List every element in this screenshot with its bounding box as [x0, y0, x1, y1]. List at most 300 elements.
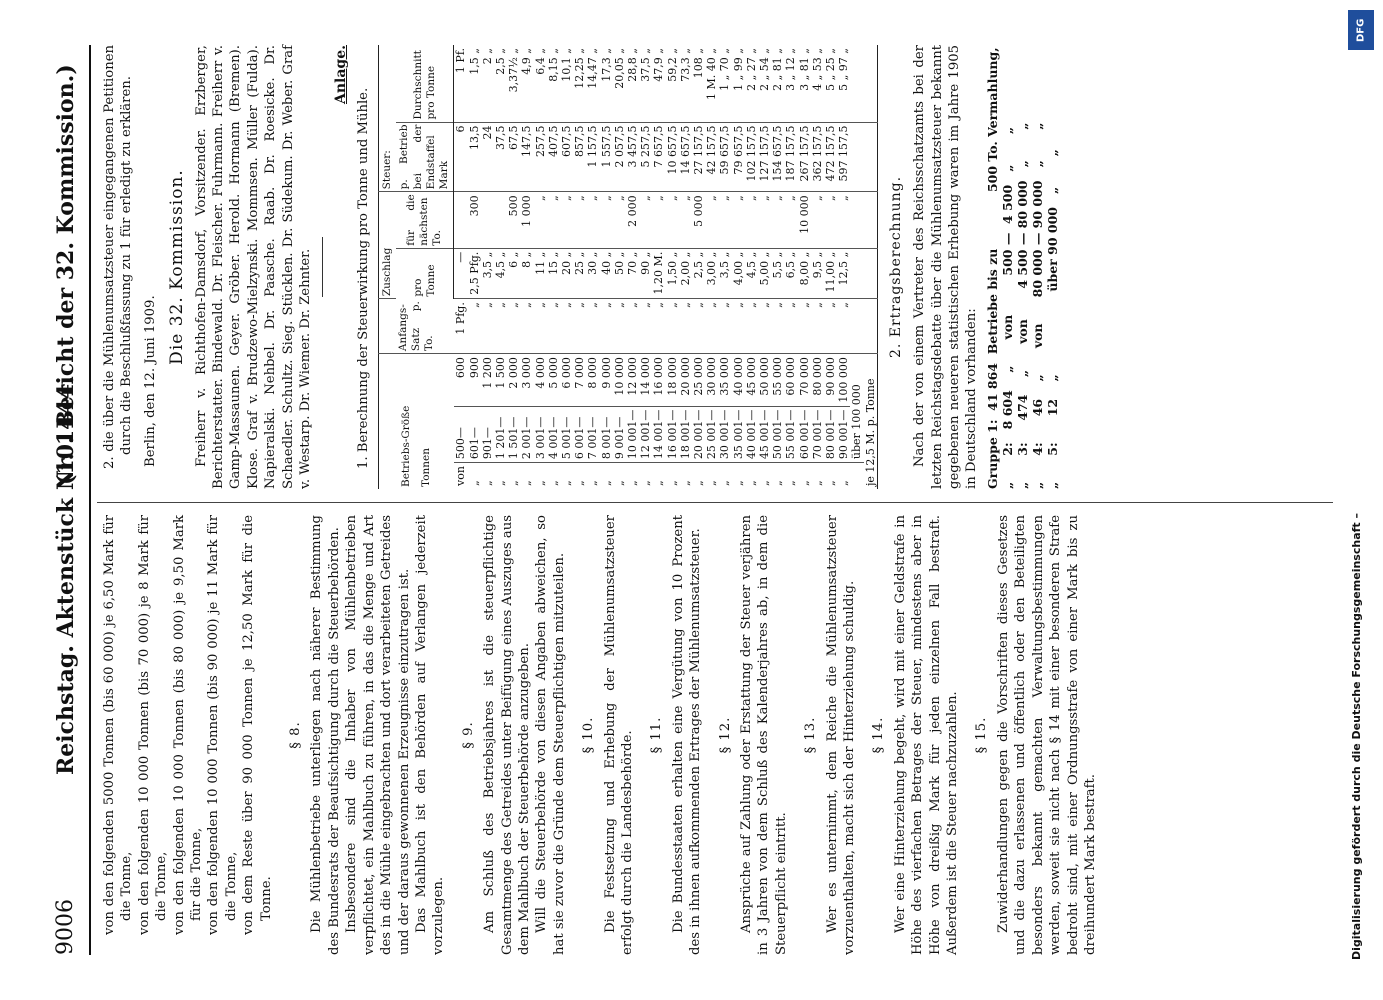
table-cell: „	[600, 192, 613, 248]
table-cell: „	[824, 192, 837, 248]
table-cell: 80 000	[811, 354, 824, 407]
left-column	[101, 515, 1099, 955]
table-cell: 16 000	[652, 354, 665, 407]
tax-table	[378, 45, 878, 489]
calc-title: 1. Berechnung der Steuerwirkung pro Tonne und Mühle.	[355, 87, 371, 469]
table-cell: 3,37½ „	[507, 45, 520, 122]
table-cell: 600	[454, 354, 468, 407]
table-cell: 3 000	[520, 354, 533, 407]
table-cell: 20 „	[560, 248, 573, 298]
section-heading: § 9.	[460, 721, 476, 749]
table-cell: „	[639, 299, 652, 354]
table-cell: 1,20 M.	[652, 248, 665, 298]
table-cell: 472 157,5	[824, 122, 837, 192]
table-cell: 6 000	[560, 354, 573, 407]
section-heading: § 14.	[871, 716, 887, 754]
table-row	[692, 45, 705, 489]
table-cell: „	[639, 480, 653, 486]
table-cell: 28,8 „	[626, 45, 639, 122]
table-cell: 147,5	[520, 122, 533, 192]
right-column	[101, 45, 1060, 489]
table-cell: 6,4 „	[534, 45, 547, 122]
table-cell: 5,5 „	[771, 248, 784, 298]
table-row	[560, 45, 573, 489]
table-cell: 4 001—	[547, 406, 560, 463]
running-title-right: (10. Bericht der 32. Kommission.)	[53, 64, 79, 485]
group-line: „ 5: 12 „ über 90 000 „ „	[1044, 149, 1060, 489]
table-cell: „	[481, 299, 494, 354]
table-cell: 9 001—	[613, 406, 626, 463]
table-cell	[481, 192, 494, 248]
table-row	[481, 45, 494, 489]
col-header-steuer: Steuer:	[379, 45, 397, 192]
section-heading: § 11.	[649, 716, 665, 754]
paragraph: Insbesondere sind die Inhaber von Mühlenbetrieben verpflichtet, ein Mahlbuch zu führen, in das die Menge und Art des in die Mühle eingebrachten und dort verarbeiteten Getreides und der daraus gewonnenen Erzeugnisse einzutragen ist.	[344, 515, 412, 955]
table-cell: 14 657,5	[679, 122, 692, 192]
table-cell	[454, 192, 468, 248]
paragraph: Will die Steuerbehörde von diesen Angaben abweichen, so hat sie zuvor die Gründe dem Steuerpflichtigen mitzuteilen.	[534, 515, 567, 955]
document-page	[45, 45, 1335, 955]
table-cell: „	[507, 299, 520, 354]
group-line: „ 3: 474 „ von 4 500 — 80 000 „ „	[1014, 122, 1030, 489]
table-cell: 1 M. 40 „	[705, 45, 718, 122]
table-cell: „	[811, 192, 824, 248]
table-cell: „	[771, 299, 784, 354]
table-cell: 79 657,5	[732, 122, 745, 192]
table-cell: „	[705, 299, 718, 354]
table-cell: 2,00 „	[679, 248, 692, 298]
table-cell: 1 Pf.	[454, 45, 468, 122]
section-heading: § 13.	[803, 716, 819, 754]
paragraph: Am Schluß des Betriebsjahres ist die steuerpflichtige Gesamtmenge des Getreides unter Beifügung eines Auszuges aus dem Mahlbuch der Steuerbehörde anzugeben.	[482, 515, 532, 955]
table-cell: „	[837, 299, 850, 354]
table-cell: „	[811, 299, 824, 354]
section-heading: § 12.	[717, 716, 733, 754]
table-cell: 12,25 „	[573, 45, 586, 122]
table-cell: „	[534, 192, 547, 248]
table-cell: „	[718, 192, 731, 248]
table-row	[534, 45, 547, 489]
table-cell: „	[626, 299, 639, 354]
table-cell: „	[745, 192, 758, 248]
table-cell: „	[692, 299, 705, 354]
table-cell: 20 000	[679, 354, 692, 407]
table-cell: 3 457,5	[626, 122, 639, 192]
table-cell: 127 157,5	[758, 122, 771, 192]
table-cell: —	[454, 248, 468, 298]
table-cell: „	[666, 192, 679, 248]
section-heading: § 10.	[581, 716, 597, 754]
table-cell: „	[547, 192, 560, 248]
table-cell: „	[559, 480, 573, 486]
table-cell: 40 „	[600, 248, 613, 298]
resolution-item: 2. die über die Mühlenumsatzsteuer eingegangenen Petitionen durch die Beschlußfassung zu 1 für erledigt zu erklären.	[102, 45, 135, 469]
col-header-zuschlag-pro: pro Tonne	[396, 248, 453, 298]
table-cell: 9 000	[600, 354, 613, 407]
table-cell: 14 001—	[652, 406, 665, 463]
table-cell: „	[600, 299, 613, 354]
table-cell: 1 557,5	[600, 122, 613, 192]
rate-line: von dem Reste über 90 000 Tonnen je 12,50 Mark für die Tonne.	[241, 515, 274, 935]
section-heading: § 8.	[288, 721, 304, 749]
table-cell: „	[771, 480, 785, 486]
table-row	[507, 45, 520, 489]
page-number: 9006	[53, 899, 78, 955]
rate-line: von den folgenden 10 000 Tonnen (bis 90 000) je 11 Mark für die Tonne,	[206, 515, 239, 935]
table-cell: „	[613, 192, 626, 248]
table-row	[850, 45, 863, 489]
table-cell: „	[560, 192, 573, 248]
table-cell: 6,5 „	[784, 248, 797, 298]
col-header-betrieb: Betriebs-Größe Tonnen	[400, 405, 432, 487]
table-cell: 9,5 „	[811, 248, 824, 298]
table-cell: 18 001—	[679, 406, 692, 463]
table-cell: 30 000	[705, 354, 718, 407]
table-cell: 5 „ 97 „	[837, 45, 850, 122]
dfg-logo: DFG	[1348, 10, 1374, 50]
table-row	[718, 45, 731, 489]
table-cell: 70 001—	[811, 406, 824, 463]
table-cell: 2 „	[481, 45, 494, 122]
table-cell: 8,00 „	[798, 248, 811, 298]
table-cell: 187 157,5	[784, 122, 797, 192]
column-divider	[97, 502, 1333, 503]
table-cell: 5 001—	[560, 406, 573, 463]
table-cell: „	[679, 299, 692, 354]
table-cell: „	[705, 192, 718, 248]
table-cell: „	[718, 299, 731, 354]
table-cell: 4,9 „	[520, 45, 533, 122]
table-cell: „	[678, 480, 692, 486]
place-date: Berlin, den 12. Juni 1909.	[142, 295, 158, 467]
table-cell: 3,5 „	[481, 248, 494, 298]
table-cell: „	[797, 480, 811, 486]
table-row	[666, 45, 679, 489]
paragraph: Die Mühlenbetriebe unterliegen nach näherer Bestimmung des Bundesrats der Beaufsichtigung durch die Steuerbehörden.	[309, 515, 342, 955]
table-cell: 55 000	[771, 354, 784, 407]
paragraph: Das Mahlbuch ist den Behörden auf Verlangen jederzeit vorzulegen.	[413, 515, 447, 955]
table-row	[639, 45, 652, 489]
table-row	[705, 45, 718, 489]
col-header-anfang: Anfangs-Satz p. To.	[379, 299, 454, 354]
table-cell: 2 „ 54 „	[758, 45, 771, 122]
table-cell: 12 000	[626, 354, 639, 407]
table-row	[679, 45, 692, 489]
paragraph: Wer es unternimmt, dem Reiche die Mühlenumsatzsteuer vorzuenthalten, macht sich der Hinterziehung schuldig.	[824, 515, 858, 955]
table-cell: 597 157,5	[837, 122, 850, 192]
table-cell: 16 001—	[666, 406, 679, 463]
table-cell: 20 001—	[692, 406, 705, 463]
table-cell: 20,05 „	[613, 45, 626, 122]
table-cell: „	[533, 480, 547, 486]
table-cell: 8 000	[586, 354, 599, 407]
digitization-stamp	[1340, 0, 1383, 1000]
table-cell: von	[454, 466, 468, 486]
table-cell: „	[837, 480, 851, 486]
table-cell: 15 „	[547, 248, 560, 298]
table-row	[811, 45, 824, 489]
table-cell: 4 „ 53 „	[811, 45, 824, 122]
rate-line: von den folgenden 10 000 Tonnen (bis 70 000) je 8 Mark für die Tonne,	[136, 515, 170, 935]
table-row	[824, 45, 837, 489]
table-cell: 601—	[468, 406, 481, 463]
table-cell: „	[732, 192, 745, 248]
table-cell: 3 „ 81 „	[798, 45, 811, 122]
table-row	[798, 45, 811, 489]
table-row	[547, 45, 560, 489]
table-cell: „	[824, 299, 837, 354]
table-cell: 73,3 „	[679, 45, 692, 122]
table-cell: 857,5	[573, 122, 586, 192]
table-cell: 607,5	[560, 122, 573, 192]
table-cell: 300	[468, 192, 481, 248]
table-cell: „	[480, 480, 494, 486]
table-cell: 3,5 „	[718, 248, 731, 298]
table-cell: 13,5	[468, 122, 481, 192]
table-cell: „	[573, 299, 586, 354]
table-cell: 10 000	[613, 354, 626, 407]
col-header-steuer-durch: Durchschnitt pro Tonne	[396, 45, 453, 122]
table-cell: 70 000	[798, 354, 811, 407]
table-cell: 257,5	[534, 122, 547, 192]
table-cell: 50 „	[613, 248, 626, 298]
table-cell: 25 „	[573, 248, 586, 298]
table-cell: „	[546, 480, 560, 486]
table-cell: 500—	[454, 406, 468, 463]
table-cell	[494, 192, 507, 248]
table-cell: 407,5	[547, 122, 560, 192]
table-cell: 154 657,5	[771, 122, 784, 192]
table-cell: „	[665, 480, 679, 486]
table-row	[586, 45, 599, 489]
table-cell: „	[507, 480, 521, 486]
table-cell: „	[784, 192, 797, 248]
table-cell: 901—	[481, 406, 494, 463]
table-cell: 2 001—	[520, 406, 533, 463]
table-row	[784, 45, 797, 489]
table-cell: 40 000	[732, 354, 745, 407]
table-cell: 90 001—	[837, 406, 850, 463]
ertrag-title: 2. Ertragsberechnung.	[887, 175, 904, 359]
table-cell: 2,5 „	[494, 45, 507, 122]
table-cell: 35 001—	[732, 406, 745, 463]
table-cell: 6	[454, 122, 468, 192]
ertrag-text: Nach der von einem Vertreter des Reichsschatzamts bei der letzten Reichstagsdebatte über die Mühlenumsatzsteuer bekannt gegebenen neueren statistischen Erhebung waren im Jahre 1905 in Deutschland vorhanden:	[912, 45, 980, 489]
table-cell: „	[625, 480, 639, 486]
table-cell: über 100 000	[850, 354, 863, 463]
table-cell: „	[771, 192, 784, 248]
table-cell: „	[547, 299, 560, 354]
commission-members: Freiherr v. Richthofen-Damsdorf, Vorsitzender. Erzberger, Berichterstatter. Bindewald. Dr. Fleischer. Fuhrmann. Freiherr v. Gamp-Massaunen. Geyer. Gröber. Herold. Hormann (Bremen). Klose. Graf v. Brudzewo-Mielzynski. Mommsen. Müller (Fulda). Napieralski. Nehbel. Dr. Paasche. Raab. Dr. Roesicke. Dr. Schaedler. Schultz. Sieg. Stücklen. Dr. Südekum. Dr. Weber. Graf v. Westarp. Dr. Wiemer. Dr. Zehnter.	[193, 45, 314, 489]
table-cell: 1 500	[494, 354, 507, 407]
table-cell: „	[534, 299, 547, 354]
table-cell: 40 001—	[745, 406, 758, 463]
table-row	[771, 45, 784, 489]
running-title-left: Reichstag. Aktenstück Nr. 1444.	[53, 376, 79, 775]
table-cell: „	[493, 480, 507, 486]
table-cell: 12 001—	[639, 406, 652, 463]
table-cell: „	[666, 299, 679, 354]
table-cell: „	[573, 192, 586, 248]
table-row	[454, 45, 468, 489]
table-cell: 900	[468, 354, 481, 407]
table-cell: 4,00 „	[732, 248, 745, 298]
table-cell: 1 201—	[494, 406, 507, 463]
table-cell: je 12,5 M. p. Tonne	[863, 378, 877, 486]
table-cell: 14,47 „	[586, 45, 599, 122]
table-cell: 5 000	[547, 354, 560, 407]
table-cell: 50 001—	[771, 406, 784, 463]
col-header-zuschlag-fix: für die nächsten To.	[396, 192, 453, 248]
table-cell: 8 001—	[600, 406, 613, 463]
table-cell: „	[560, 299, 573, 354]
table-cell: 70 „	[626, 248, 639, 298]
table-cell: „	[784, 480, 798, 486]
table-cell: 1 157,5	[586, 122, 599, 192]
col-header-steuer-betrieb: p. Betrieb bei der Endstaffel Mark	[396, 122, 453, 192]
table-cell: 1,50 „	[666, 248, 679, 298]
table-cell: 10 000	[798, 192, 811, 248]
rate-line: von den folgenden 5000 Tonnen (bis 60 000) je 6,50 Mark für die Tonne,	[102, 515, 135, 935]
commission-title: Die 32. Kommission.	[167, 169, 188, 365]
table-cell: 5 257,5	[639, 122, 652, 192]
table-cell: „	[652, 192, 665, 248]
paragraph: Ansprüche auf Zahlung oder Erstattung der Steuer verjähren in 3 Jahren von dem Schluß des Kalenderjahres ab, in dem die Steuerpflicht eintritt.	[739, 515, 789, 955]
table-cell: 37,5 „	[639, 45, 652, 122]
col-header-zuschlag: Zuschlag	[379, 192, 397, 299]
table-cell: 2 „ 27 „	[745, 45, 758, 122]
table-row	[837, 45, 850, 489]
table-cell: „	[679, 192, 692, 248]
table-cell: 18 000	[666, 354, 679, 407]
table-cell: „	[758, 192, 771, 248]
table-cell: 2 057,5	[613, 122, 626, 192]
paragraph: Die Festsetzung und Erhebung der Mühlenumsatzsteuer erfolgt durch die Landesbehörde.	[602, 515, 635, 955]
table-cell: 8 „	[520, 248, 533, 298]
table-cell: „	[823, 480, 837, 486]
table-row	[494, 45, 507, 489]
section-heading: § 15.	[974, 716, 990, 754]
table-cell: 500	[507, 192, 520, 248]
table-cell: „	[652, 299, 665, 354]
table-cell: 7 001—	[586, 406, 599, 463]
appendix-label: Anlage.	[333, 45, 350, 105]
table-cell: „	[784, 299, 797, 354]
table-cell: 25 001—	[705, 406, 718, 463]
table-row	[864, 45, 878, 489]
table-row	[613, 45, 626, 489]
table-cell: 102 157,5	[745, 122, 758, 192]
table-cell: „	[691, 480, 705, 486]
group-line: Gruppe 1: 41 864 Betriebe bis zu 500 To. Vermahlung,	[984, 47, 1000, 489]
table-cell: 5 „ 25 „	[824, 45, 837, 122]
table-cell: 267 157,5	[798, 122, 811, 192]
table-cell: 3 „ 12 „	[784, 45, 797, 122]
table-cell: 10 001—	[626, 406, 639, 463]
table-cell: „	[732, 299, 745, 354]
table-cell: 25 000	[692, 354, 705, 407]
table-cell: „	[798, 299, 811, 354]
table-row	[626, 45, 639, 489]
table-cell: 12,5 „	[837, 248, 850, 298]
table-cell: 108 „	[692, 45, 705, 122]
table-cell: „	[731, 480, 745, 486]
table-cell: 10 657,5	[666, 122, 679, 192]
table-cell: „	[744, 480, 758, 486]
tax-table-body	[454, 45, 851, 489]
table-cell: 6 „	[507, 248, 520, 298]
table-cell: „	[612, 480, 626, 486]
table-cell: „	[705, 480, 719, 486]
table-cell: 2 000	[626, 192, 639, 248]
table-row	[758, 45, 771, 489]
group-list	[985, 45, 1060, 489]
table-cell: 45 001—	[758, 406, 771, 463]
table-cell: 4,5 „	[494, 248, 507, 298]
table-cell: 1 Pfg.	[454, 299, 468, 354]
table-cell: 60 001—	[798, 406, 811, 463]
table-cell: 45 000	[745, 354, 758, 407]
table-cell: 6 001—	[573, 406, 586, 463]
stamp-text: Digitalisierung gefördert durch die Deutsche Forschungsgemeinschaft –	[1350, 513, 1363, 960]
table-cell: „	[810, 480, 824, 486]
table-cell: 42 157,5	[705, 122, 718, 192]
table-cell: 1 200	[481, 354, 494, 407]
page-header	[45, 45, 91, 955]
table-cell: 2,5 Pfg.	[468, 248, 481, 298]
table-cell: 50 000	[758, 354, 771, 407]
table-cell: 37,5	[494, 122, 507, 192]
table-cell: 1 000	[520, 192, 533, 248]
table-cell: „	[467, 480, 481, 486]
table-cell: 1 „ 70 „	[718, 45, 731, 122]
table-cell: 2,5 „	[692, 248, 705, 298]
table-cell: „	[745, 299, 758, 354]
table-cell: 11,00 „	[824, 248, 837, 298]
table-cell: „	[599, 480, 613, 486]
table-cell: „	[586, 480, 600, 486]
table-cell: „	[639, 192, 652, 248]
table-cell: 8,15 „	[547, 45, 560, 122]
table-cell: 3 001—	[534, 406, 547, 463]
table-cell: 24	[481, 122, 494, 192]
table-cell: 90 000	[824, 354, 837, 407]
rate-line: von den folgenden 10 000 Tonnen (bis 80 000) je 9,50 Mark für die Tonne,	[171, 515, 205, 935]
table-cell: „	[573, 480, 587, 486]
table-row	[520, 45, 533, 489]
table-cell: 27 157,5	[692, 122, 705, 192]
divider-rule	[322, 237, 323, 297]
table-cell: 5 000	[692, 192, 705, 248]
table-cell: „	[520, 480, 534, 486]
table-cell: 67,5	[507, 122, 520, 192]
table-cell: „	[520, 299, 533, 354]
table-cell: 30 „	[586, 248, 599, 298]
table-cell: 10,1 „	[560, 45, 573, 122]
table-cell: „	[613, 299, 626, 354]
table-cell: 80 001—	[824, 406, 837, 463]
table-cell: 11 „	[534, 248, 547, 298]
table-cell: 7 000	[573, 354, 586, 407]
table-cell: 55 001—	[784, 406, 797, 463]
table-cell: 5,00 „	[758, 248, 771, 298]
table-row	[732, 45, 745, 489]
table-row	[573, 45, 586, 489]
table-cell: 362 157,5	[811, 122, 824, 192]
table-cell: „	[758, 299, 771, 354]
table-cell: 17,3 „	[600, 45, 613, 122]
table-row	[468, 45, 481, 489]
